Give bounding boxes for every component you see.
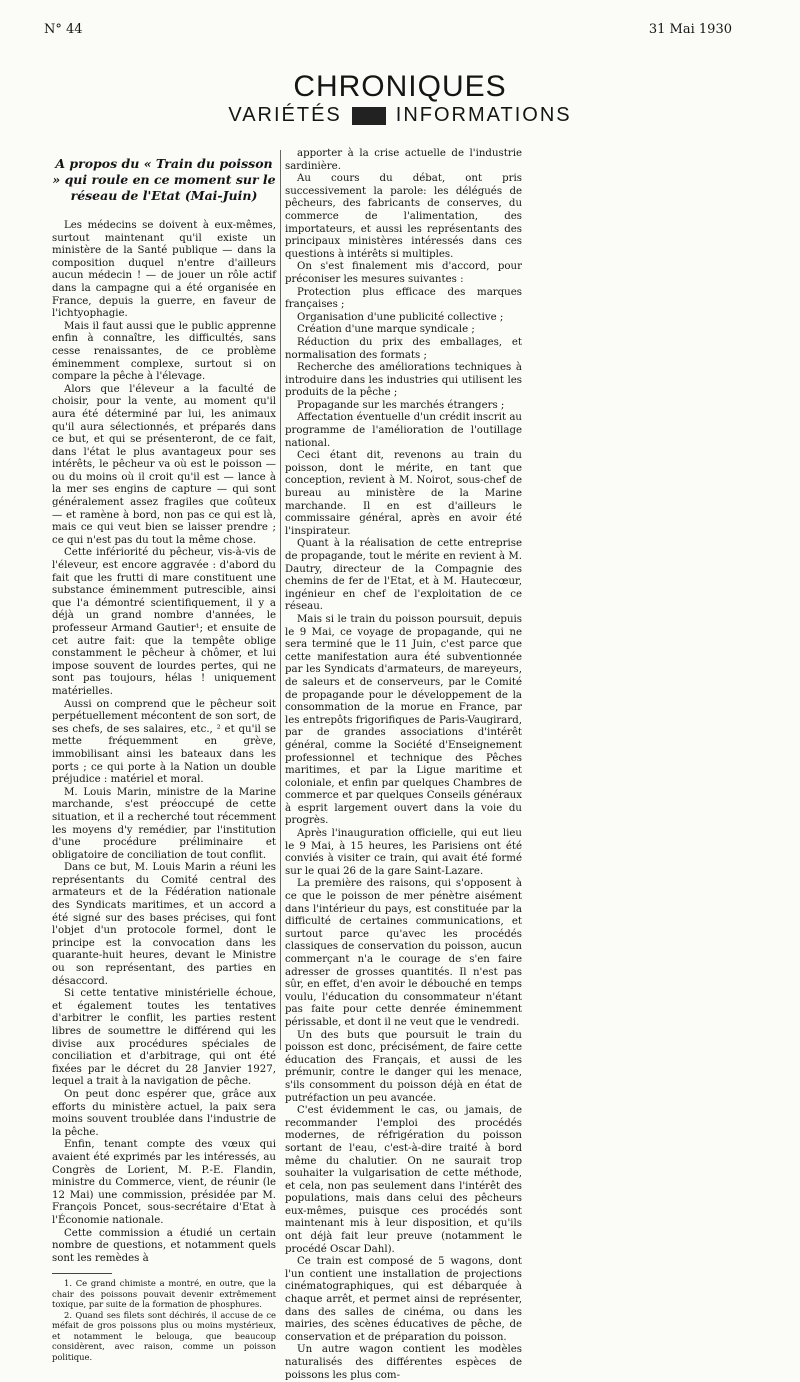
- paragraph: apporter à la crise actuelle de l'industrie sardinière.: [285, 148, 522, 172]
- masthead-left: VARIÉTÉS: [228, 104, 342, 126]
- paragraph: Mais si le train du poisson poursuit, depuis le 9 Mai, ce voyage de propagande, qui ne sera terminé que le 11 Juin, c'est parce que cette manifestation aura été subventionnée par les Syndicats d'armateurs, de mareyeurs, de saleurs et de conserveurs, par le Comité de propagande pour le développement de la consommation de la morue en France, par les entrepôts frigorifiques de Paris-Vaugirard, par de grandes associations d'intérêt général, comme la Société d'Enseignement professionnel et technique des Pêches maritimes, et par la Ligue maritime et coloniale, et enfin par quelques Chambres de commerce et par quelques Conseils généraux à esprit largement ouvert dans la voie du progrès.: [285, 613, 522, 827]
- paragraph: Un des buts que poursuit le train du poisson est donc, précisément, de faire cette éducation des Français, et aussi de les prémunir, contre le danger qui les menace, s'ils consomment du poisson déjà en état de putréfaction un peu avancée.: [285, 1029, 522, 1104]
- column-2: [285, 148, 522, 1382]
- footnote-rule: [52, 1273, 112, 1274]
- paragraph: Dans ce but, M. Louis Marin a réuni les représentants du Comité central des armateurs et de la Fédération nationale des Syndicats maritimes, et un accord a été signé sur des bases précises, qui font l'objet d'un protocole formel, dont le principe est la convocation dans les quarante-huit heures, devant le Ministre ou son représentant, des parties en désaccord.: [52, 862, 276, 987]
- paragraph: C'est évidemment le cas, ou jamais, de recommander l'emploi des procédés modernes, de réfrigération du poisson sortant de l'eau, c'est-à-dire traité à bord même du chalutier. On ne saurait trop souhaiter la vulgarisation de cette méthode, et cela, non pas seulement dans l'intérêt des populations, mais dans celui des pêcheurs eux-mêmes, puisque ces procédés sont maintenant mis à leur disposition, et qu'ils ont déjà fait leur preuve (notamment le procédé Oscar Dahl).: [285, 1105, 522, 1255]
- paragraph: Cette commission a étudié un certain nombre de questions, et notamment quels sont les remèdes à: [52, 1227, 276, 1264]
- paragraph: Cette infériorité du pêcheur, vis-à-vis de l'éleveur, est encore aggravée : d'abord du fait que les frutti di mare constituent une substance éminemment putrescible, ainsi que l'a démontré scientifiquement, il y a déjà un grand nombre d'années, le professeur Armand Gautier¹; et ensuite de cet autre fait: que la tempête oblige constamment le pêcheur à chômer, et lui impose souvent de lourdes pertes, qui ne sont pas toujours, hélas ! uniquement matérielles.: [52, 547, 276, 697]
- paragraph: Si cette tentative ministérielle échoue, et également toutes les tentatives d'arbitrer le conflit, les parties restent libres de soumettre le différend qui les divise aux procédures spéciales de conciliation et d'arbitrage, qui ont été fixées par le décret du 28 Janvier 1927, lequel a trait à la navigation de pêche.: [52, 988, 276, 1088]
- page-header: [44, 22, 732, 37]
- column-divider: [280, 150, 281, 1050]
- paragraph: Recherche des améliorations techniques à introduire dans les industries qui utilisent les produits de la pêche ;: [285, 362, 522, 399]
- masthead-logo-icon: [352, 107, 386, 125]
- paragraph: Quant à la réalisation de cette entreprise de propagande, tout le mérite en revient à M. Dautry, directeur de la Compagnie des chemins de fer de l'Etat, et à M. Hautecœur, ingénieur en chef de l'exploitation de ce réseau.: [285, 538, 522, 613]
- paragraph: M. Louis Marin, ministre de la Marine marchande, s'est préoccupé de cette situation, et il a recherché tout récemment les moyens d'y remédier, par l'institution d'une procédure préliminaire et obligatoire de conciliation de tout conflit.: [52, 786, 276, 861]
- masthead-right: INFORMATIONS: [395, 104, 572, 126]
- paragraph: Alors que l'éleveur a la faculté de choisir, pour la vente, au moment qu'il aura été déterminé par lui, les animaux qu'il aura sélectionnés, et préparés dans ce but, et qui se présenteront, de ce fait, dans l'état le plus avantageux pour ses intérêts, le pêcheur va où est le poisson — ou du moins où il croit qu'il est — lance à la mer ses engins de capture — qui sont généralement assez fragiles que coûteux — et ramène à bord, non pas ce qui est là, mais ce qui veut bien se laisser prendre ; ce qui n'est pas du tout la même chose.: [52, 383, 276, 546]
- masthead-subtitle: [0, 104, 800, 127]
- paragraph: Enfin, tenant compte des vœux qui avaient été exprimés par les intéressés, au Congrès de Lorient, M. P.-E. Flandin, ministre du Commerce, vient, de réunir (le 12 Mai) une commission, présidée par M. François Poncet, sous-secrétaire d'Etat à l'Économie nationale.: [52, 1139, 276, 1226]
- paragraph: Aussi on comprend que le pêcheur soit perpétuellement mécontent de son sort, de ses chefs, de ses salaires, etc., ² et qu'il se mette fréquemment en grève, immobilisant ainsi les bateaux dans les ports ; ce qui porte à la Nation un double préjudice : matériel et moral.: [52, 698, 276, 786]
- paragraph: La première des raisons, qui s'opposent à ce que le poisson de mer pénètre aisément dans l'intérieur du pays, est constituée par la difficulté de certaines communications, et surtout parce qu'avec les procédés classiques de conservation du poisson, aucun commerçant n'a le courage de s'en faire adresser de grosses quantités. Il n'est pas sûr, en effet, d'en avoir le débouché en temps voulu, l'éducation du consommateur n'étant pas faite pour cette denrée éminemment périssable, et dont il ne veut que le vendredi.: [285, 878, 522, 1028]
- paragraph: Mais il faut aussi que le public apprenne enfin à connaître, les difficultés, sans cesse renaissantes, de ce problème éminemment complexe, surtout si on compare la pêche à l'élevage.: [52, 320, 276, 383]
- paragraph: Après l'inauguration officielle, qui eut lieu le 9 Mai, à 15 heures, les Parisiens ont été conviés à visiter ce train, qui avait été formé sur le quai 26 de la gare Saint-Lazare.: [285, 828, 522, 877]
- issue-number: N° 44: [44, 22, 83, 37]
- paragraph: Protection plus efficace des marques françaises ;: [285, 286, 522, 311]
- paragraph: Propagande sur les marchés étrangers ;: [297, 399, 505, 411]
- column-1: [52, 148, 276, 1362]
- article-title: A propos du « Train du poisson » qui roule en ce moment sur le réseau de l'Etat (Mai-Juin): [52, 156, 276, 203]
- paragraph: Un autre wagon contient les modèles naturalisés des différentes espèces de poissons les plus com-: [285, 1344, 522, 1381]
- paragraph: Les médecins se doivent à eux-mêmes, surtout maintenant qu'il existe un ministère de la Santé publique — dans la composition duquel n'entre d'ailleurs aucun médecin ! — de jouer un rôle actif dans la campagne qui a été organisée en France, depuis la guerre, en faveur de l'ichtyophagie.: [52, 220, 276, 320]
- footnote: 1. Ce grand chimiste a montré, en outre, que la chair des poissons pouvait devenir extrêmement toxique, par suite de la formation de phosphures.: [52, 1278, 276, 1310]
- paragraph: Réduction du prix des emballages, et normalisation des formats ;: [285, 336, 522, 361]
- paragraph: Affectation éventuelle d'un crédit inscrit au programme de l'amélioration de l'outillage national.: [285, 412, 522, 449]
- paragraph: On s'est finalement mis d'accord, pour préconiser les mesures suivantes :: [285, 261, 522, 285]
- masthead-title: CHRONIQUES: [293, 70, 507, 103]
- footnote: 2. Quand ses filets sont déchirés, il accuse de ce méfait de gros poissons plus ou moins mystérieux, et notamment le belouga, que beaucoup considèrent, avec raison, comme un poisson politique.: [52, 1309, 276, 1362]
- paragraph: Organisation d'une publicité collective ;: [297, 311, 504, 323]
- paragraph: Au cours du débat, ont pris successivement la parole: les délégués de pêcheurs, des fabricants de conserves, du commerce de l'alimentation, des importateurs, et aussi les représentants des principaux ministères intéressés dans ces questions à intérêts si multiples.: [285, 173, 522, 260]
- paragraph: Ce train est composé de 5 wagons, dont l'un contient une installation de projections cinématographiques, qui est débarquée à chaque arrêt, et permet ainsi de représenter, dans des salles de cinéma, ou dans les mairies, des scènes éducatives de pêche, de conservation et de préparation du poisson.: [285, 1256, 522, 1343]
- paragraph: Ceci étant dit, revenons au train du poisson, dont le mérite, en tant que conception, revient à M. Noirot, sous-chef de bureau au ministère de la Marine marchande. Il en est d'ailleurs le commissaire général, après en avoir été l'inspirateur.: [285, 450, 522, 537]
- issue-date: 31 Mai 1930: [648, 22, 732, 37]
- paragraph: Création d'une marque syndicale ;: [297, 324, 475, 336]
- paragraph: On peut donc espérer que, grâce aux efforts du ministère actuel, la paix sera moins souvent troublée dans l'industrie de la pêche.: [52, 1088, 276, 1138]
